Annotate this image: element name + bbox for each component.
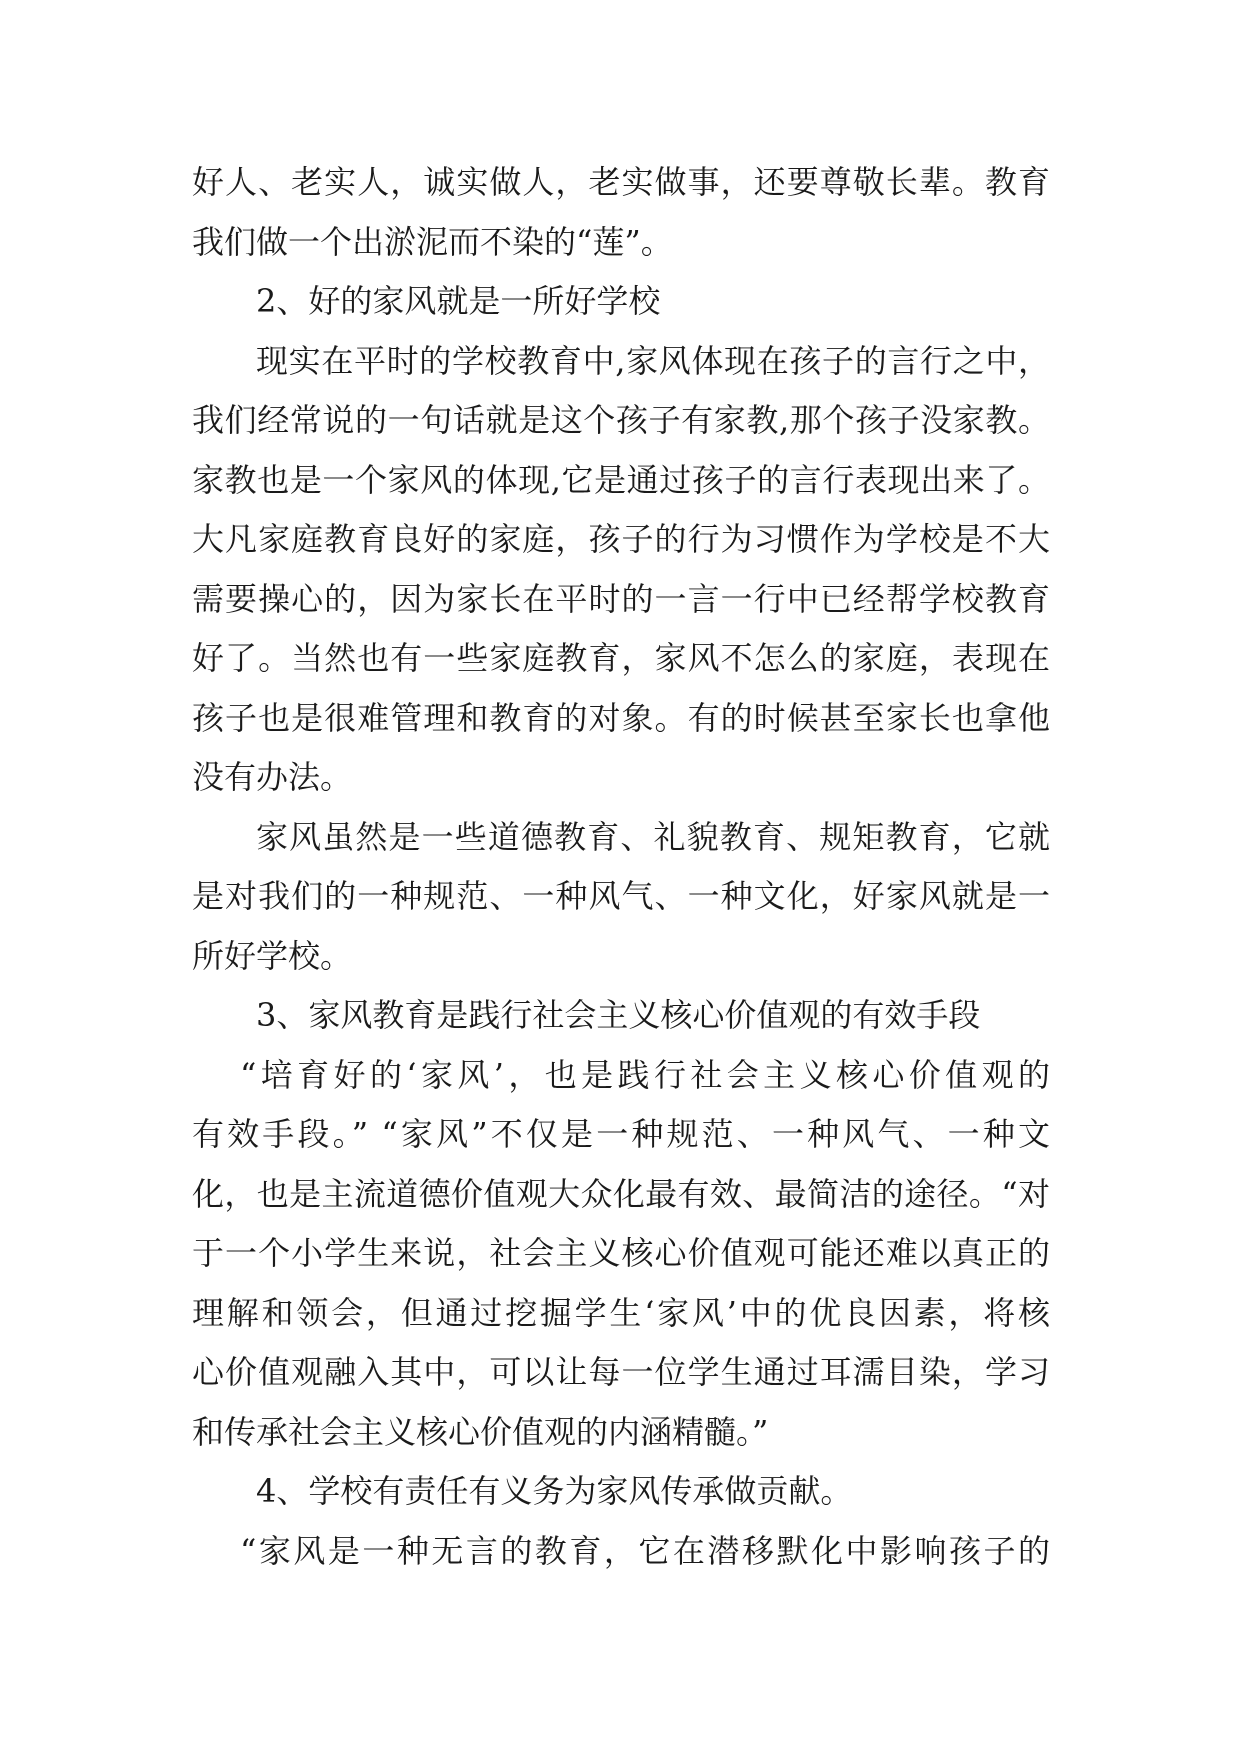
text-line: 我们做一个出淤泥而不染的“莲”。 xyxy=(192,222,673,261)
text-line: 家风虽然是一些道德教育、礼貌教育、规矩教育，它就 xyxy=(256,817,1050,856)
text-line: 是对我们的一种规范、一种风气、一种文化，好家风就是一 xyxy=(192,877,1050,915)
text-line: 有效手段。” “家风”不仅是一种规范、一种风气、一种文 xyxy=(192,1115,1050,1153)
text-line: “家风是一种无言的教育，它在潜移默化中影响孩子的 xyxy=(240,1531,1050,1570)
section-heading: 2、好的家风就是一所好学校 xyxy=(256,282,661,320)
document-page xyxy=(192,153,1050,1581)
section-heading: 3、家风教育是践行社会主义核心价值观的有效手段 xyxy=(256,996,981,1034)
text-line: 我们经常说的一句话就是这个孩子有家教,那个孩子没家教。 xyxy=(192,401,1050,439)
text-line: 理解和领会，但通过挖掘学生‘家风’中的优良因素，将核 xyxy=(192,1293,1050,1332)
text-line: 大凡家庭教育良好的家庭，孩子的行为习惯作为学校是不大 xyxy=(192,520,1050,558)
text-line: 现实在平时的学校教育中,家风体现在孩子的言行之中， xyxy=(256,341,1050,380)
text-line: 所好学校。 xyxy=(192,936,353,975)
section-heading: 4、学校有责任有义务为家风传承做贡献。 xyxy=(256,1472,853,1510)
text-line: 没有办法。 xyxy=(192,758,353,796)
text-line: 好了。当然也有一些家庭教育，家风不怎么的家庭，表现在 xyxy=(192,639,1050,677)
text-line: 孩子也是很难管理和教育的对象。有的时候甚至家长也拿他 xyxy=(192,698,1050,737)
text-line: “培育好的‘家风’，也是践行社会主义核心价值观的 xyxy=(240,1055,1050,1094)
text-line: 需要操心的，因为家长在平时的一言一行中已经帮学校教育 xyxy=(192,579,1050,618)
text-line: 家教也是一个家风的体现,它是通过孩子的言行表现出来了。 xyxy=(192,460,1050,499)
text-line: 和传承社会主义核心价值观的内涵精髓。” xyxy=(192,1412,769,1451)
text-line: 心价值观融入其中，可以让每一位学生通过耳濡目染，学习 xyxy=(192,1353,1050,1391)
text-line: 好人、老实人，诚实做人，老实做事，还要尊敬长辈。教育 xyxy=(192,163,1050,201)
text-line: 化，也是主流道德价值观大众化最有效、最简洁的途径。“对 xyxy=(192,1174,1050,1213)
text-line: 于一个小学生来说，社会主义核心价值观可能还难以真正的 xyxy=(192,1234,1050,1272)
